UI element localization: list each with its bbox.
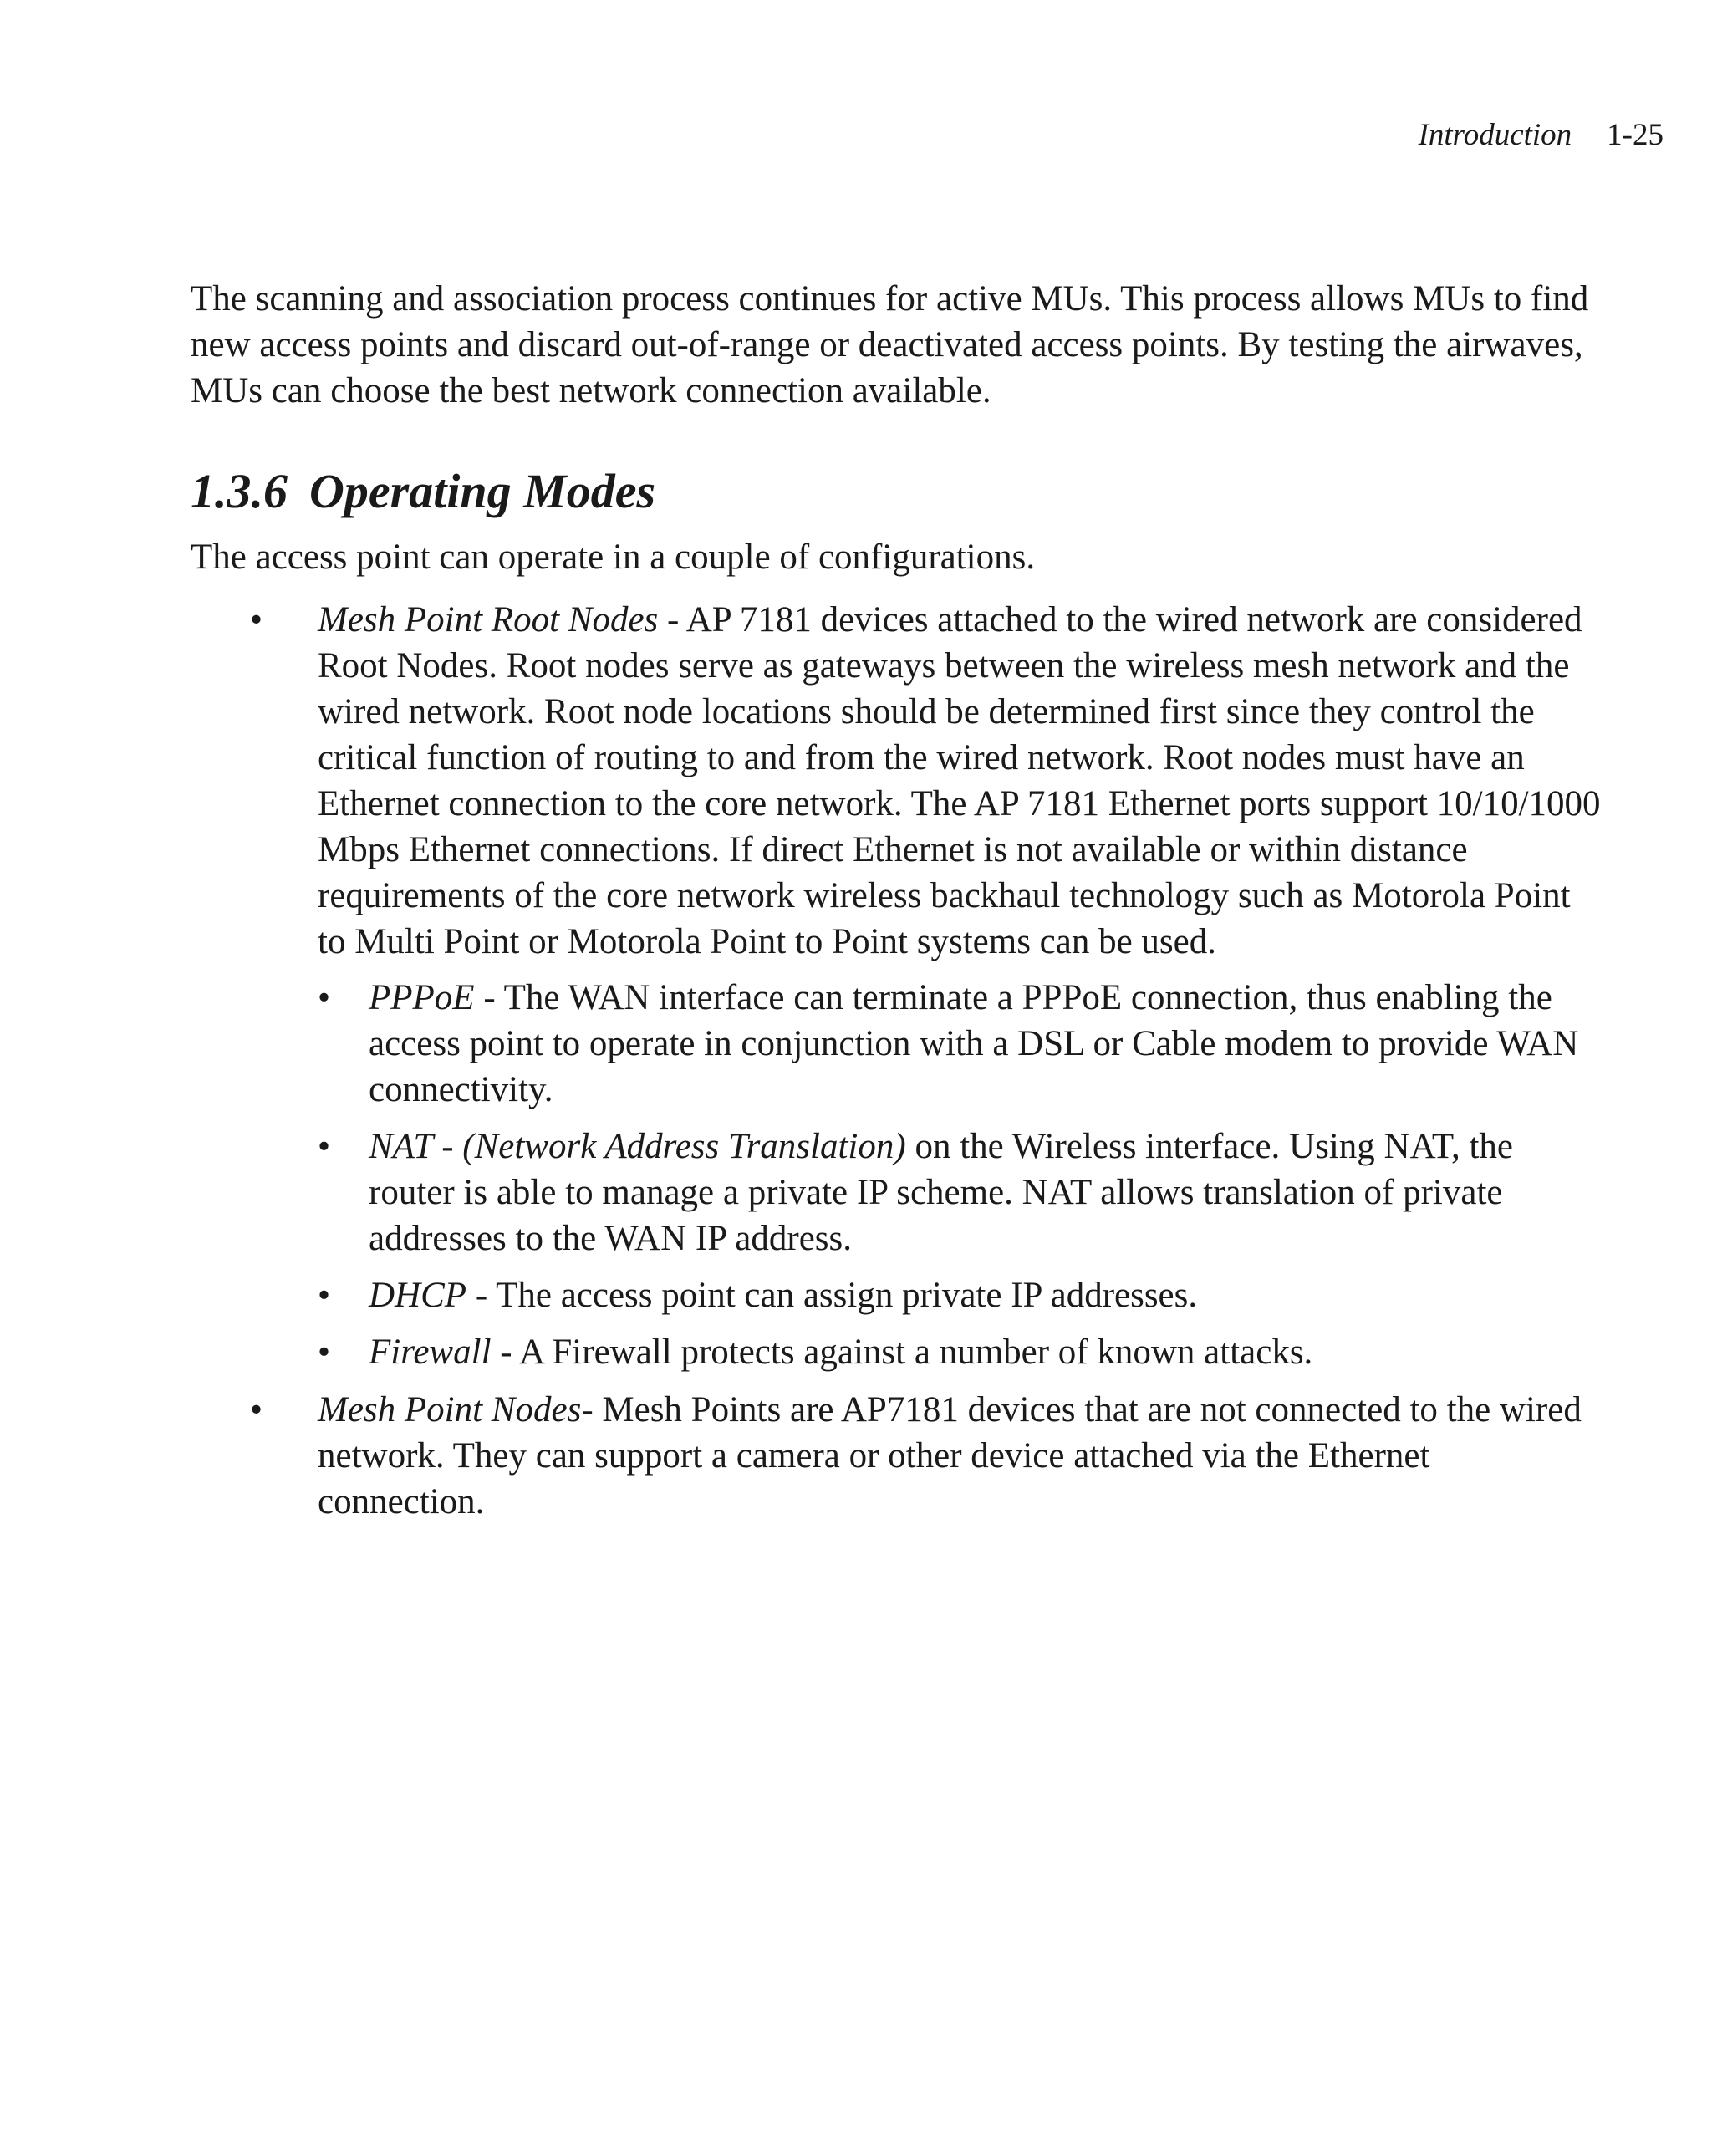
intro-paragraph: The scanning and association process continues for active MUs. This process allows MUs to find new access points and discard out-of-range or deactivated access points. By testing the airwaves, MUs can choose the best network connection available. [191, 279, 1589, 410]
item-text: on the Wireless interface. Using NAT, the router is able to manage a private IP scheme. NAT allows translation of private addresses to the WAN IP address. [369, 1127, 1513, 1258]
list-item-mesh-point-root-nodes [191, 597, 1603, 1375]
item-term: Firewall [369, 1333, 492, 1372]
item-term: Mesh Point Root Nodes [318, 600, 659, 640]
operating-modes-list [191, 597, 1603, 1525]
bullet-icon: • [318, 978, 331, 1017]
section-heading [191, 462, 1603, 521]
item-term: PPPoE [369, 978, 475, 1017]
item-text: - AP 7181 devices attached to the wired network are considered Root Nodes. Root nodes serve as gateways between the wireless mesh network and the wired network. Root node locations should be determined first since they control the critical function of routing to and from the wired network. Root nodes must have an Ethernet connection to the core network. The AP 7181 Ethernet ports support 10/10/1000 Mbps Ethernet connections. If direct Ethernet is not available or within distance requirements of the core network wireless backhaul technology such as Motorola Point to Multi Point or Motorola Point to Point systems can be used. [318, 600, 1601, 961]
item-text: - A Firewall protects against a number of known attacks. [491, 1333, 1313, 1372]
bullet-icon: • [250, 600, 263, 640]
header-section-name: Introduction [1418, 118, 1572, 152]
root-node-features-list [318, 975, 1603, 1375]
item-text: - The WAN interface can terminate a PPPoE connection, thus enabling the access point to operate in conjunction with a DSL or Cable modem to provide WAN connectivity. [369, 978, 1579, 1109]
section-number: 1.3.6 [191, 464, 288, 518]
running-header [1419, 115, 1664, 155]
list-item-dhcp [318, 1272, 1603, 1318]
page-body [191, 276, 1603, 1537]
list-item-mesh-point-nodes [191, 1387, 1603, 1525]
bullet-icon: • [318, 1276, 331, 1315]
item-text: - Mesh Points are AP7181 devices that are not connected to the wired network. They can support a camera or other device attached via the Ethernet connection. [318, 1390, 1582, 1521]
bullet-icon: • [318, 1333, 331, 1372]
bullet-icon: • [250, 1390, 263, 1430]
bullet-icon: • [318, 1127, 331, 1166]
section-title: Operating Modes [309, 464, 656, 518]
page-number: 1-25 [1607, 118, 1664, 152]
item-term: NAT - (Network Address Translation) [369, 1127, 906, 1166]
item-term: DHCP [369, 1276, 467, 1315]
item-text: - The access point can assign private IP addresses. [466, 1276, 1198, 1315]
list-item-pppoe [318, 975, 1603, 1113]
section-lead: The access point can operate in a couple of configurations. [191, 538, 1036, 577]
list-item-firewall [318, 1329, 1603, 1375]
item-term: Mesh Point Nodes [318, 1390, 582, 1430]
list-item-nat [318, 1124, 1603, 1261]
